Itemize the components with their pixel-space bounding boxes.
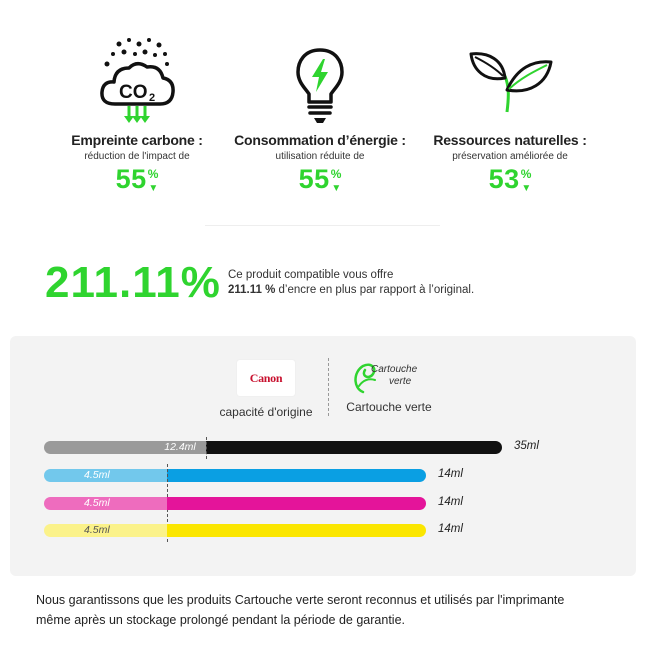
benefit-subtitle: préservation améliorée de xyxy=(452,151,568,162)
ink-increase-description xyxy=(228,268,474,298)
benefit-title: Consommation d’énergie : xyxy=(234,132,406,148)
benefit-subtitle: utilisation réduite de xyxy=(275,151,365,162)
description-line-2 xyxy=(228,283,474,298)
capacity-bar-black xyxy=(44,441,562,454)
description-bold: 211.11 % xyxy=(228,284,276,296)
cartouche-verte-logo xyxy=(349,358,429,396)
benefit-carbon xyxy=(37,30,237,195)
down-arrow-icon: ▼ xyxy=(148,183,159,194)
benefit-subtitle: réduction de l'impact de xyxy=(84,151,190,162)
light-bulb-icon xyxy=(220,30,420,130)
canon-logo-text: Canon xyxy=(249,370,283,385)
bar-track xyxy=(44,441,502,454)
compatible-capacity-label: 35ml xyxy=(514,440,539,452)
original-capacity-label: 4.5ml xyxy=(84,469,110,481)
compatible-capacity-label: 14ml xyxy=(438,468,463,480)
capacity-bar-magenta xyxy=(44,497,486,510)
original-capacity-label: 12.4ml xyxy=(164,441,196,453)
benefit-energy xyxy=(220,30,420,195)
benefit-value xyxy=(410,164,610,195)
benefit-unit: % xyxy=(520,167,532,181)
benefit-title: Ressources naturelles : xyxy=(433,132,587,148)
down-arrow-icon: ▼ xyxy=(331,183,342,194)
guarantee-line-2: même après un stockage prolongé pendant la période de garantie. xyxy=(36,613,406,627)
guarantee-text xyxy=(36,590,636,630)
original-capacity-label: 4.5ml xyxy=(84,524,110,536)
brand-compatible xyxy=(333,358,445,414)
bar-track xyxy=(44,524,426,537)
benefit-resources xyxy=(410,30,610,195)
compatible-capacity-label: Cartouche verte xyxy=(346,400,432,414)
description-rest: d’encre en plus par rapport à l’original. xyxy=(275,284,475,296)
capacity-bar-yellow xyxy=(44,524,486,537)
co2-subscript: 2 xyxy=(149,92,156,104)
extra-capacity-segment xyxy=(167,524,426,537)
benefit-title: Empreinte carbone : xyxy=(71,132,203,148)
section-divider xyxy=(205,225,440,226)
benefit-number: 53 xyxy=(488,164,520,194)
bar-track xyxy=(44,497,426,510)
description-line-1: Ce produit compatible vous offre xyxy=(228,269,394,281)
logo-text-line-1: Cartouche xyxy=(371,364,418,375)
benefit-unit: % xyxy=(147,167,159,181)
extra-capacity-segment xyxy=(206,441,502,454)
guarantee-line-1: Nous garantissons que les produits Cartouche verte seront reconnus et utilisés par l'imprimante xyxy=(36,593,565,607)
original-capacity-label: capacité d'origine xyxy=(219,405,313,419)
capacity-bar-cyan xyxy=(44,469,486,482)
bar-track xyxy=(44,469,426,482)
benefit-number: 55 xyxy=(115,164,147,194)
original-capacity-label: 4.5ml xyxy=(84,497,110,509)
brand-separator xyxy=(328,358,329,416)
canon-logo xyxy=(237,360,295,396)
benefit-value xyxy=(37,164,237,195)
original-capacity-marker xyxy=(206,437,207,459)
compatible-capacity-label: 14ml xyxy=(438,523,463,535)
co2-cloud-icon xyxy=(37,30,237,130)
co2-text: CO xyxy=(119,82,148,103)
logo-text-line-2: verte xyxy=(389,376,412,387)
compatible-capacity-label: 14ml xyxy=(438,496,463,508)
extra-capacity-segment xyxy=(167,469,426,482)
benefit-unit: % xyxy=(330,167,342,181)
brand-original xyxy=(208,360,324,419)
ink-increase-percent: 211.11% xyxy=(45,258,221,307)
extra-capacity-segment xyxy=(167,497,426,510)
benefit-number: 55 xyxy=(298,164,330,194)
benefit-value xyxy=(220,164,420,195)
leaves-icon xyxy=(410,30,610,130)
down-arrow-icon: ▼ xyxy=(521,183,532,194)
